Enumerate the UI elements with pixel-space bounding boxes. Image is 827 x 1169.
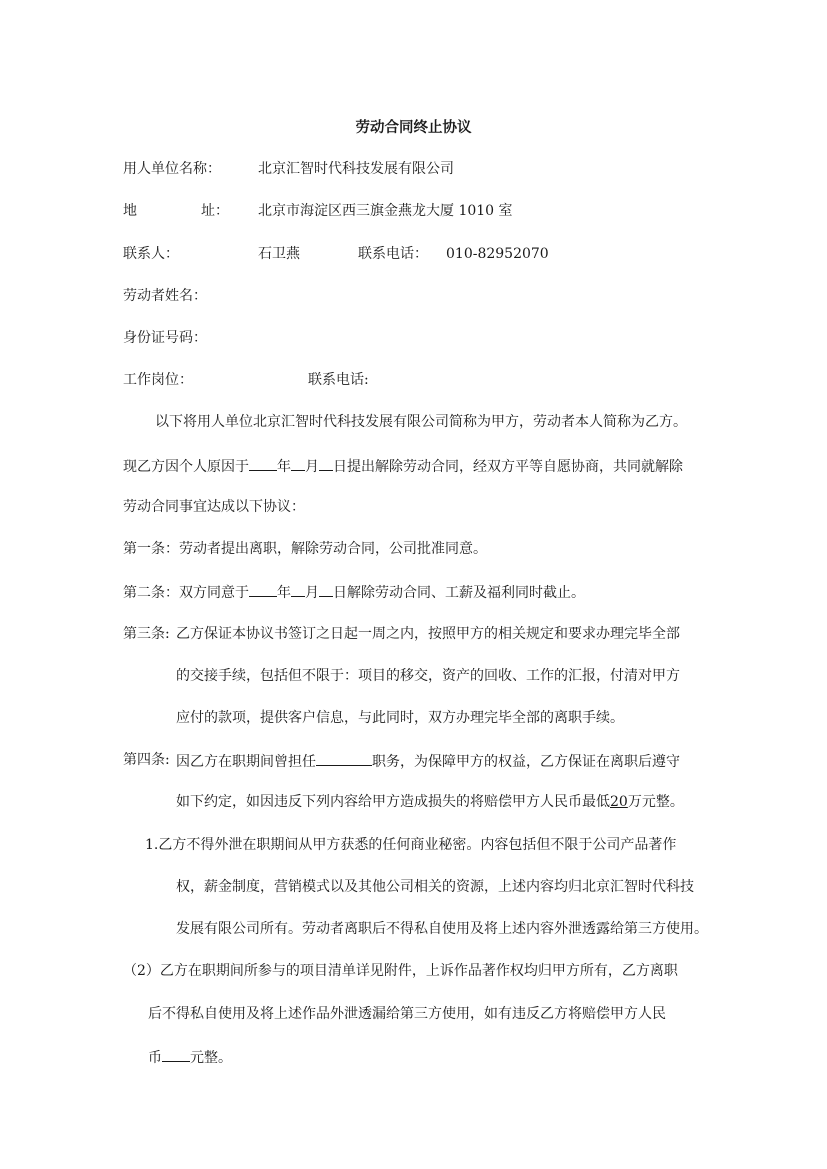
article-2 <box>123 582 585 602</box>
item-2-line-3-a: 币 <box>148 1050 162 1066</box>
intro-line-2-a: 现乙方因个人原因于 <box>123 459 249 475</box>
amount-blank <box>162 1047 190 1062</box>
year-blank <box>249 456 277 471</box>
item-1-line-1: 1.乙方不得外泄在职期间从甲方获悉的任何商业秘密。内容包括但不限于公司产品著作 <box>145 837 677 853</box>
position-blank <box>316 751 372 766</box>
article-4-label: 第四条: <box>123 752 170 768</box>
intro-line-1: 以下将用人单位北京汇智时代科技发展有限公司简称为甲方，劳动者本人简称为乙方。 <box>155 414 687 430</box>
contact-person-label: 联系人： <box>123 246 179 262</box>
article-4-line-2-b: 万元整。 <box>627 794 684 810</box>
compensation-amount: 20 <box>610 794 628 810</box>
employer-phone-label: 联系电话： <box>358 246 428 262</box>
article-3-line-3: 应付的款项，提供客户信息，与此同时，双方办理完毕全部的离职手续。 <box>176 710 624 726</box>
item-2-line-3-b: 元整。 <box>190 1050 232 1066</box>
employer-address-label-a: 地 <box>123 203 137 219</box>
employer-address-value: 北京市海淀区西三旗金燕龙大厦 1010 室 <box>258 203 513 219</box>
article-3-line-2: 的交接手续，包括但不限于：项目的移交，资产的回收、工作的汇报，付清对甲方 <box>176 668 680 684</box>
intro-line-2-c: 月 <box>305 459 319 475</box>
intro-line-2 <box>123 456 683 476</box>
intro-line-2-d: 日提出解除劳动合同，经双方平等自愿协商，共同就解除 <box>333 459 683 475</box>
employer-address-label-b: 址： <box>201 203 229 219</box>
contact-person-value: 石卫燕 <box>258 246 300 262</box>
intro-line-3: 劳动合同事宜达成以下协议： <box>123 499 305 515</box>
page-title: 劳动合同终止协议 <box>355 119 472 136</box>
article-2-d: 日解除劳动合同、工薪及福利同时截止。 <box>333 585 585 601</box>
item-2-line-3 <box>148 1047 232 1067</box>
employer-phone-value: 010-82952070 <box>446 246 549 262</box>
month-blank <box>291 456 305 471</box>
article-4-line-2-a: 如下约定，如因违反下列内容给甲方造成损失的将赔偿甲方人民币最低 <box>176 794 610 810</box>
month-blank <box>291 582 305 597</box>
article-3-line-1: 乙方保证本协议书签订之日起一周之内，按照甲方的相关规定和要求办理完毕全部 <box>176 626 680 642</box>
worker-phone-label: 联系电话: <box>308 372 369 388</box>
item-1-line-2: 权，薪金制度，营销模式以及其他公司相关的资源，上述内容均归北京汇智时代科技 <box>176 879 694 895</box>
day-blank <box>319 456 333 471</box>
worker-id-label: 身份证号码： <box>123 330 207 346</box>
article-4-line-1-a: 因乙方在职期间曾担任 <box>176 754 316 770</box>
item-1-line-3: 发展有限公司所有。劳动者离职后不得私自使用及将上述内容外泄透露给第三方使用。 <box>176 921 708 937</box>
year-blank <box>249 582 277 597</box>
article-3-label: 第三条: <box>123 626 170 642</box>
intro-line-2-b: 年 <box>277 459 291 475</box>
item-2-line-1: （2）乙方在职期间所参与的项目清单详见附件，上诉作品著作权均归甲方所有，乙方离职 <box>123 963 678 979</box>
day-blank <box>319 582 333 597</box>
article-1: 第一条：劳动者提出离职，解除劳动合同，公司批准同意。 <box>123 541 487 557</box>
employer-name-label: 用人单位名称： <box>123 161 221 177</box>
article-2-b: 年 <box>277 585 291 601</box>
item-2-line-2: 后不得私自使用及将上述作品外泄透漏给第三方使用，如有违反乙方将赔偿甲方人民 <box>148 1006 666 1022</box>
worker-name-label: 劳动者姓名： <box>123 288 207 304</box>
article-4-line-1-b: 职务，为保障甲方的权益，乙方保证在离职后遵守 <box>372 754 680 770</box>
article-2-a: 第二条：双方同意于 <box>123 585 249 601</box>
article-4-line-2 <box>176 793 684 811</box>
employer-name-value: 北京汇智时代科技发展有限公司 <box>258 161 454 177</box>
article-2-c: 月 <box>305 585 319 601</box>
article-4-line-1 <box>176 751 680 771</box>
worker-post-label: 工作岗位： <box>123 372 193 388</box>
